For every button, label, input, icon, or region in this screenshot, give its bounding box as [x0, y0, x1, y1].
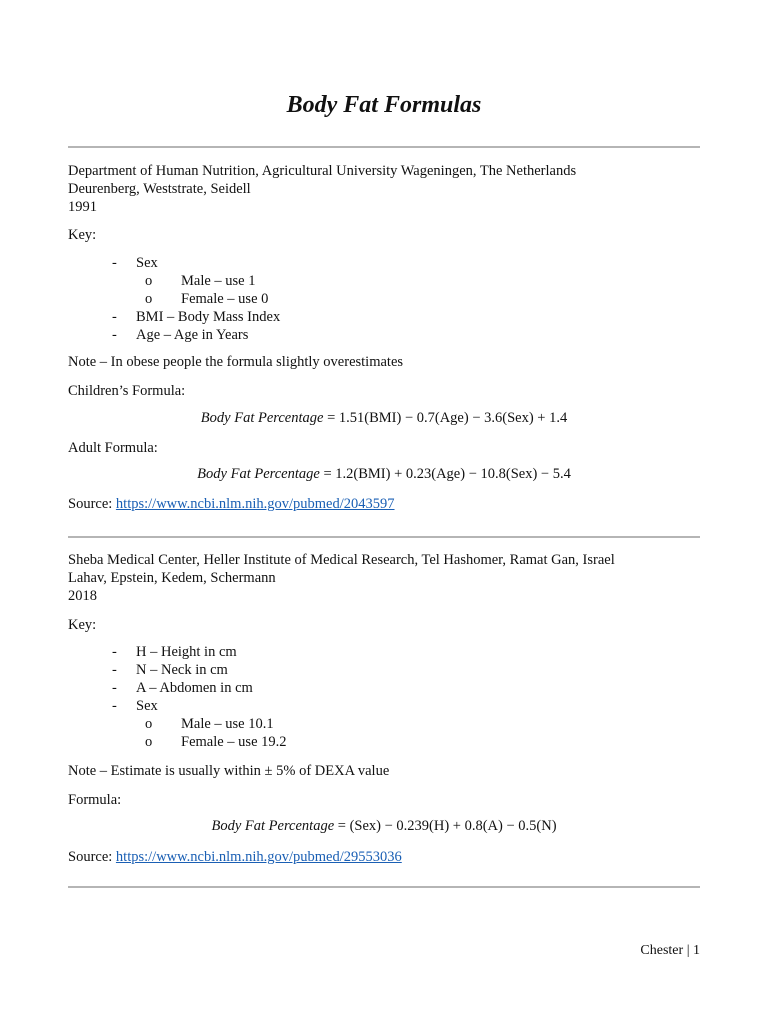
- key-list-item-text: N – Neck in cm: [136, 662, 228, 678]
- section1-header: [68, 162, 708, 216]
- section-divider-bottom: [68, 886, 700, 888]
- section1-year: 1991: [68, 199, 97, 215]
- bullet-circle-icon: o: [145, 716, 153, 732]
- document-title: Body Fat Formulas: [286, 92, 482, 118]
- formula-lhs: Body Fat Percentage: [211, 818, 335, 834]
- section2-year: 2018: [68, 588, 97, 604]
- formula-lhs: Body Fat Percentage: [200, 410, 324, 426]
- section2-authors: Lahav, Epstein, Kedem, Schermann: [68, 570, 276, 586]
- section1-adult-label: Adult Formula:: [68, 440, 158, 456]
- section2-affiliation: Sheba Medical Center, Heller Institute of Medical Research, Tel Hashomer, Ramat Gan, Israel: [68, 552, 615, 568]
- bullet-circle-icon: o: [145, 291, 153, 307]
- formula-rhs: = (Sex) − 0.239(H) + 0.8(A) − 0.5(N): [337, 818, 557, 834]
- key-list-item-text: A – Abdomen in cm: [136, 680, 253, 696]
- section2-key-label: Key:: [68, 617, 97, 633]
- bullet-dash-icon: -: [112, 662, 117, 678]
- section1-children-formula: [0, 410, 768, 427]
- section1-key-label: Key:: [68, 227, 97, 243]
- bullet-dash-icon: -: [112, 698, 117, 714]
- section2-note: Note – Estimate is usually within ± 5% of DEXA value: [68, 763, 390, 779]
- section1-adult-formula: [0, 466, 768, 483]
- bullet-circle-icon: o: [145, 273, 153, 289]
- key-list-item-text: Female – use 19.2: [181, 734, 287, 750]
- bullet-dash-icon: -: [112, 309, 117, 325]
- formula-lhs: Body Fat Percentage: [197, 466, 320, 482]
- section1-affiliation: Department of Human Nutrition, Agricultural University Wageningen, The Netherlands: [68, 163, 577, 179]
- section1-authors: Deurenberg, Weststrate, Seidell: [68, 181, 251, 197]
- section2-formula: [0, 818, 768, 835]
- key-list-item-text: Sex: [136, 255, 158, 271]
- bullet-circle-icon: o: [145, 734, 153, 750]
- bullet-dash-icon: -: [112, 255, 117, 271]
- key-list-item-text: BMI – Body Mass Index: [136, 309, 281, 325]
- section-divider-middle: [68, 536, 700, 538]
- section1-note: Note – In obese people the formula slightly overestimates: [68, 354, 404, 370]
- section1-source-link[interactable]: https://www.ncbi.nlm.nih.gov/pubmed/2043597: [115, 496, 395, 512]
- key-list-item-text: Male – use 1: [181, 273, 256, 289]
- bullet-dash-icon: -: [112, 680, 117, 696]
- key-list-item-text: Male – use 10.1: [181, 716, 274, 732]
- section2-source-link[interactable]: https://www.ncbi.nlm.nih.gov/pubmed/29553036: [115, 849, 402, 865]
- key-list-item-text: Sex: [136, 698, 158, 714]
- bullet-dash-icon: -: [112, 327, 117, 343]
- formula-rhs: = 1.2(BMI) + 0.23(Age) − 10.8(Sex) − 5.4: [323, 466, 571, 482]
- section2-header: [68, 551, 708, 605]
- source-label: Source:: [68, 849, 116, 865]
- page-footer: Chester | 1: [640, 943, 700, 958]
- source-label: Source:: [68, 496, 116, 512]
- section-divider-top: [68, 146, 700, 148]
- key-list-item-text: Age – Age in Years: [136, 327, 249, 343]
- section1-children-label: Children’s Formula:: [68, 383, 186, 399]
- key-list-item-text: Female – use 0: [181, 291, 269, 307]
- section1-source: [68, 495, 708, 513]
- bullet-dash-icon: -: [112, 644, 117, 660]
- section2-source: [68, 848, 708, 866]
- section2-formula-label: Formula:: [68, 792, 122, 808]
- formula-rhs: = 1.51(BMI) − 0.7(Age) − 3.6(Sex) + 1.4: [327, 410, 568, 426]
- key-list-item-text: H – Height in cm: [136, 644, 237, 660]
